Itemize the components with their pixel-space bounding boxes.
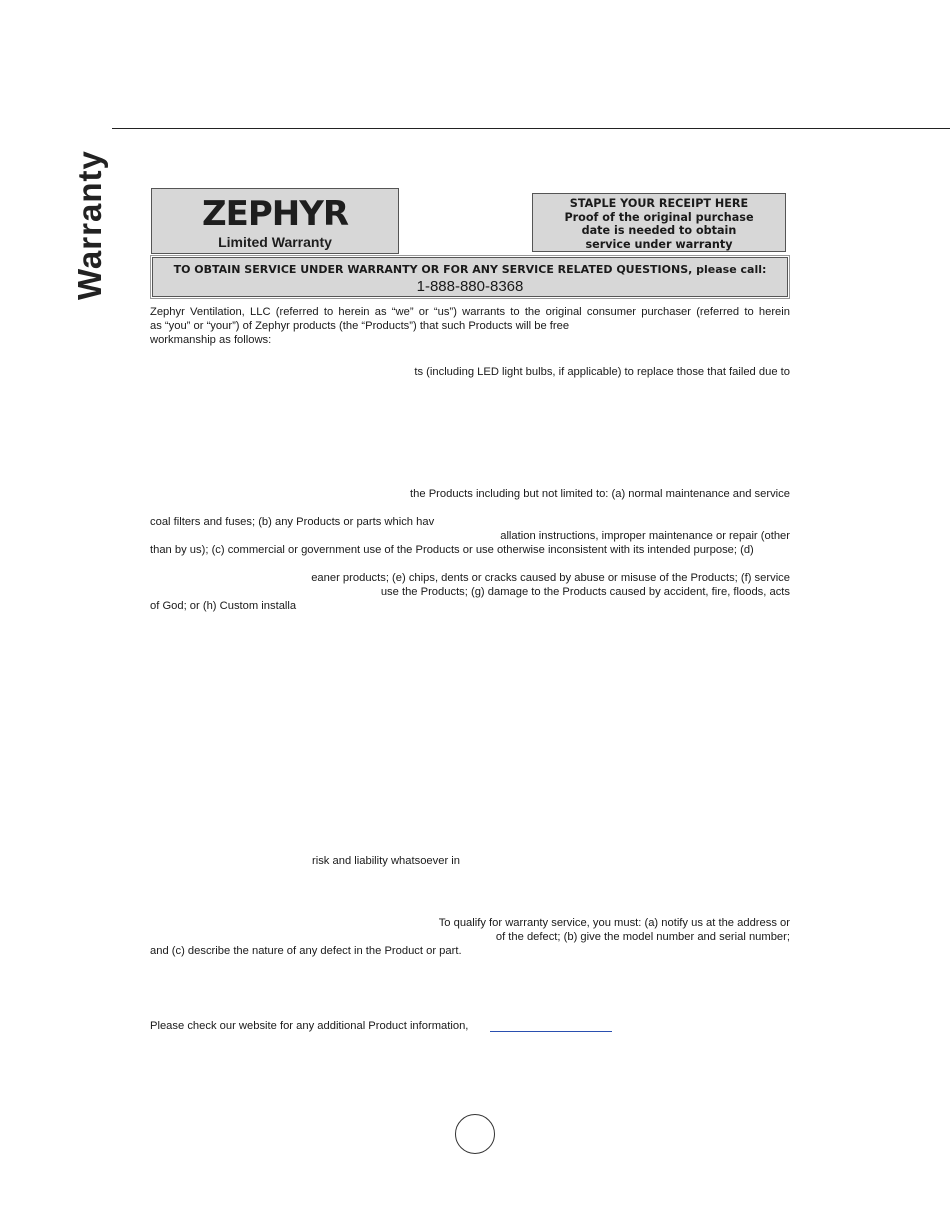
website-note: Please check our website for any additional Product information, [150,1020,469,1032]
body-line: To qualify for warranty service, you must: (a) notify us at the address or [438,917,790,929]
body-line: Zephyr Ventilation, LLC (referred to herein as “we” or “us”) warrants to the original consumer purchaser (referred to herein [150,306,790,318]
section-title-vertical: Warranty [71,150,108,300]
body-line: eaner products; (e) chips, dents or cracks caused by abuse or misuse of the Products; (f) service [311,572,790,584]
header-rule [112,128,950,129]
body-line: the Products including but not limited to: (a) normal maintenance and service [410,488,790,500]
body-line: of the defect; (b) give the model number and serial number; [495,931,790,943]
body-line: use the Products; (g) damage to the Products caused by accident, fire, floods, acts [380,586,790,598]
body-line: ts (including LED light bulbs, if applicable) to replace those that failed due to [414,366,790,378]
body-line: than by us); (c) commercial or government use of the Products or use otherwise inconsistent with its intended purpose; (d) [150,544,754,556]
page-number-circle [455,1114,495,1154]
service-instruction [153,263,787,276]
brand-banner [151,188,399,254]
body-line: workmanship as follows: [150,334,272,346]
body-line: coal filters and fuses; (b) any Products or parts which hav [150,516,435,528]
service-contact-box [152,257,788,297]
service-phone-number: 1-888-880-8368 [416,278,524,295]
limited-warranty-label: Limited Warranty [218,234,332,250]
receipt-line-3: date is needed to obtain [581,224,737,237]
receipt-line-4: service under warranty [585,237,733,251]
service-instruction-tail: please call: [696,263,767,276]
body-line: and (c) describe the nature of any defect in the Product or part. [150,945,462,957]
body-line: of God; or (h) Custom installa [150,600,297,612]
receipt-notice-box [532,193,786,252]
body-line: allation instructions, improper maintenance or repair (other [500,530,790,542]
receipt-line-2: Proof of the original purchase [564,210,754,224]
service-instruction-bold: TO OBTAIN SERVICE UNDER WARRANTY OR FOR ANY SERVICE RELATED QUESTIONS, [173,263,693,276]
zephyr-logo: ZEPHYR [201,194,349,234]
body-line: as “you” or “your”) of Zephyr products (the “Products”) that such Products will be free [150,320,570,332]
website-link[interactable] [490,1031,612,1032]
receipt-line-1: STAPLE YOUR RECEIPT HERE [569,197,749,210]
body-line: risk and liability whatsoever in [312,855,460,867]
